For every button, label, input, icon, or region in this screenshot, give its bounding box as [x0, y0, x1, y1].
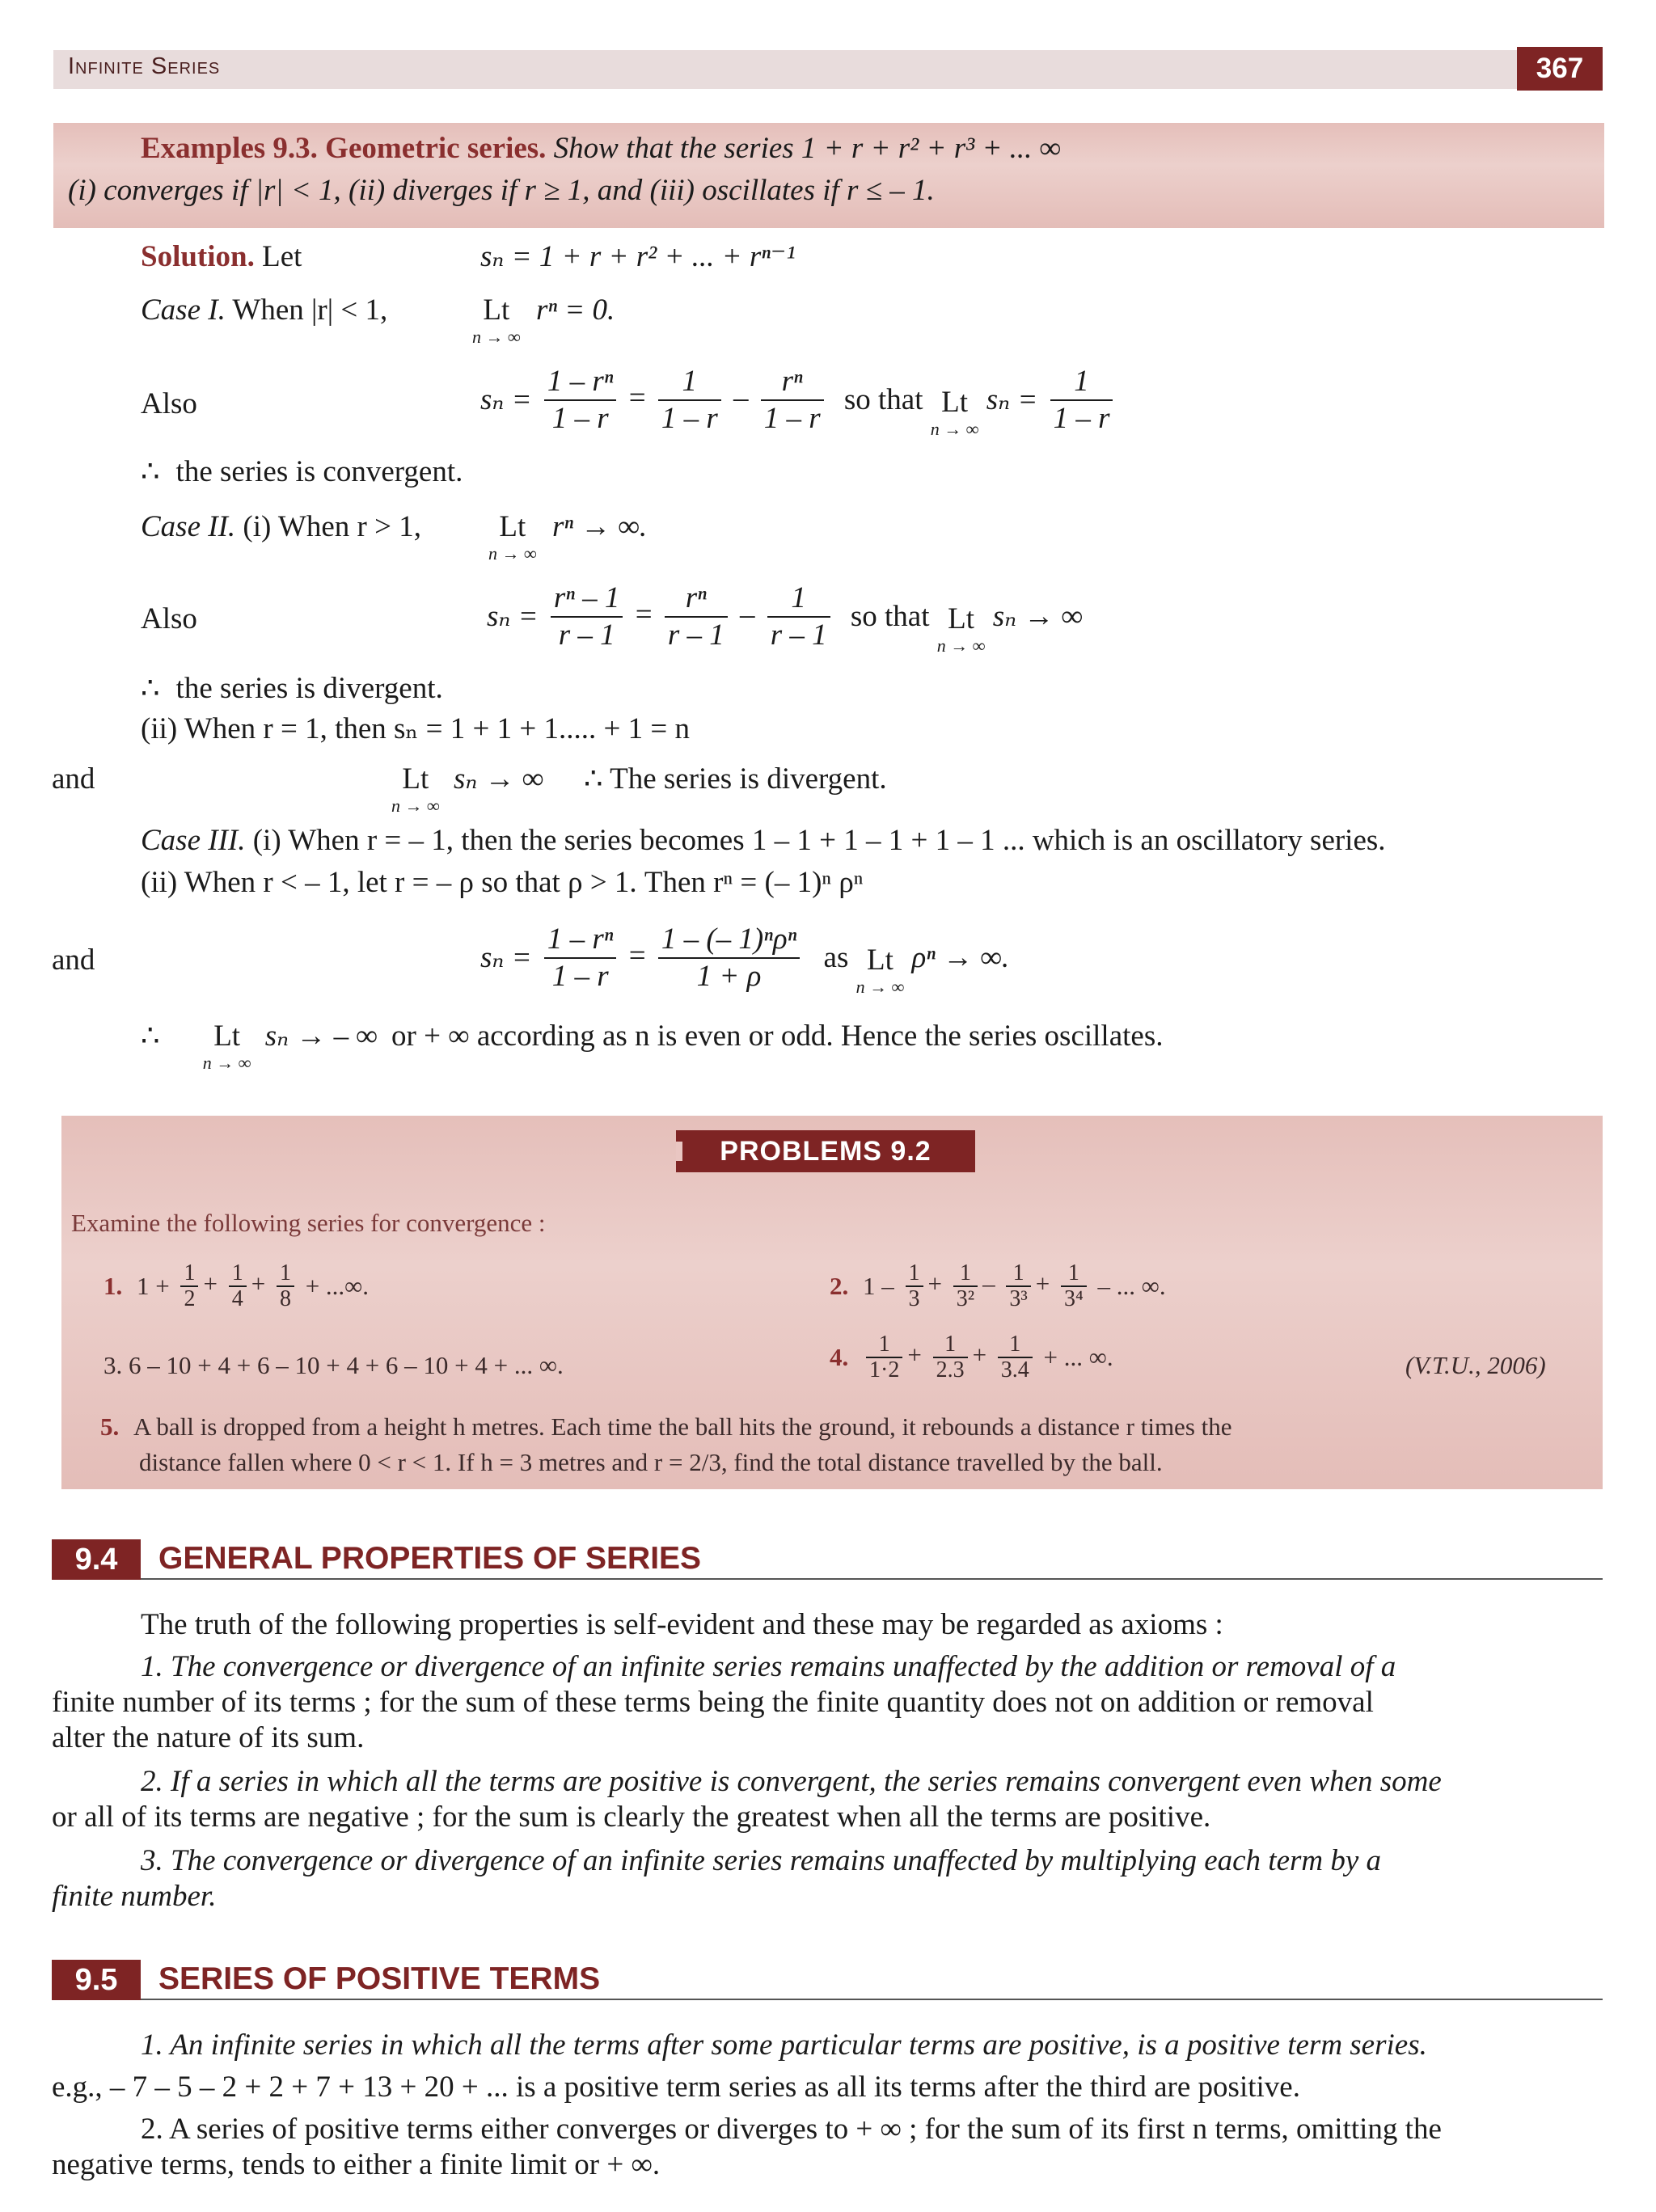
- fraction-part: 3.4: [1000, 1357, 1029, 1382]
- fraction-part: rⁿ: [665, 580, 728, 618]
- math-text: sₙ → ∞: [992, 600, 1083, 633]
- section-title: SERIES OF POSITIVE TERMS: [158, 1961, 601, 1996]
- limit-part: n → ∞: [488, 543, 537, 564]
- example-statement: Show that the series 1 + r + r² + r³ + ... ∞: [553, 132, 1062, 165]
- case2-limit: [488, 509, 647, 563]
- fraction-part: 1: [229, 1261, 247, 1287]
- fraction-part: 3³: [1009, 1286, 1028, 1311]
- case2-line: [141, 509, 421, 545]
- example-heading: Examples 9.3. Geometric series.: [141, 132, 547, 165]
- fraction-part: 3⁴: [1064, 1286, 1084, 1311]
- math-text: sₙ → ∞: [453, 762, 544, 796]
- case2-text: (i) When r > 1,: [243, 510, 421, 543]
- fraction-part: 1: [767, 580, 830, 618]
- math-text: so that: [843, 383, 923, 416]
- math-text: (i) When r = – 1, then the series becomes 1 – 1 + 1 – 1 + 1 – 1 ... which is an oscillatory series.: [252, 824, 1386, 857]
- and-label: and: [52, 762, 95, 796]
- fraction: [277, 1261, 294, 1311]
- fraction: [767, 580, 830, 653]
- fraction: [933, 1332, 968, 1382]
- math-text: 4.: [830, 1343, 849, 1371]
- property-2-line2: or all of its terms are negative ; for the sum is clearly the greatest when all the terms are positive.: [52, 1800, 1211, 1834]
- fraction-part: 1: [180, 1261, 198, 1287]
- section94-intro: The truth of the following properties is self-evident and these may be regarded as axioms :: [141, 1608, 1223, 1641]
- fraction-part: r – 1: [667, 618, 724, 652]
- limit-part: Lt: [499, 510, 526, 543]
- math-text: sₙ =: [480, 941, 532, 974]
- math-text: ∴: [141, 672, 160, 705]
- math-text: ∴: [141, 455, 160, 488]
- problem-4-source: (V.T.U., 2006): [1405, 1351, 1546, 1379]
- fraction-part: 3²: [956, 1286, 975, 1311]
- fraction-part: r – 1: [558, 618, 615, 652]
- final-conclusion: [141, 1019, 1163, 1072]
- limit-part: Lt: [867, 943, 893, 977]
- fraction-part: 3: [908, 1286, 920, 1311]
- section-title: GENERAL PROPERTIES OF SERIES: [158, 1541, 702, 1576]
- fraction-part: 1 – r: [661, 402, 718, 435]
- fraction: [544, 922, 617, 994]
- fraction-part: 1: [1006, 1261, 1030, 1287]
- fraction: [544, 364, 617, 437]
- problem-5: [100, 1412, 1232, 1442]
- fraction-part: rⁿ: [761, 364, 824, 401]
- limit-part: n → ∞: [472, 327, 521, 347]
- page-number: 367: [1517, 47, 1603, 91]
- section-number: 9.4: [52, 1539, 141, 1580]
- fraction-part: 1·2: [869, 1357, 900, 1382]
- running-header-bar: [53, 50, 1538, 89]
- math-text: – ... ∞.: [1097, 1272, 1166, 1300]
- solution-let: Let: [262, 240, 302, 273]
- limit-operator: [472, 293, 521, 346]
- limit-part: n → ∞: [391, 796, 440, 816]
- case1-conclusion: [141, 454, 463, 490]
- fraction: [866, 1332, 902, 1382]
- fraction-part: 1: [933, 1332, 968, 1358]
- math-text: sₙ → – ∞: [264, 1019, 378, 1053]
- fraction: [229, 1261, 247, 1311]
- limit-part: Lt: [948, 602, 975, 635]
- fraction: [658, 922, 800, 994]
- case1-line: [141, 293, 387, 328]
- math-text: + ... ∞.: [1043, 1343, 1113, 1371]
- limit-operator: [391, 762, 440, 815]
- math-text: sₙ =: [986, 383, 1038, 416]
- fraction-part: 4: [231, 1286, 243, 1311]
- math-text: 1.: [104, 1272, 123, 1300]
- math-text: as: [823, 941, 849, 974]
- example-statement-line1: [141, 131, 1061, 167]
- limit-part: Lt: [402, 762, 429, 796]
- math-text: 1 –: [863, 1272, 894, 1300]
- problem-3: 3. 6 – 10 + 4 + 6 – 10 + 4 + 6 – 10 + 4 + ... ∞.: [104, 1351, 564, 1379]
- fraction-part: rⁿ – 1: [551, 580, 623, 618]
- fraction-part: 1 – r: [763, 402, 821, 435]
- fraction: [953, 1261, 978, 1311]
- fraction: [665, 580, 728, 653]
- fraction-part: r – 1: [770, 618, 827, 652]
- limit-part: Lt: [483, 293, 510, 327]
- limit-operator: [488, 509, 537, 563]
- limit-part: n → ∞: [855, 977, 905, 997]
- fraction-part: 1: [1061, 1261, 1087, 1287]
- math-text: the series is divergent.: [175, 672, 443, 705]
- fraction: [658, 364, 721, 437]
- fraction-part: 1 – r: [1053, 402, 1110, 435]
- solution-label: Solution.: [141, 240, 255, 273]
- problem-1: 1. 1 + $\frac{1}{2}$ + $\frac{1}{4}$ + $\frac{1}{8}$ + ...∞.: [104, 1260, 370, 1311]
- math-text: sₙ =: [487, 600, 539, 633]
- fraction-part: 1: [658, 364, 721, 401]
- fraction: [1050, 364, 1113, 437]
- solution-intro: [141, 239, 302, 275]
- positive-terms-1-line1: 1. An infinite series in which all the terms after some particular terms are positive, is a positive term series.: [141, 2028, 1427, 2062]
- positive-terms-2-line1: 2. A series of positive terms either converges or diverges to + ∞ ; for the sum of its first n terms, omitting the: [141, 2113, 1442, 2146]
- limit-part: n → ∞: [936, 635, 986, 656]
- math-text: or + ∞ according as n is even or odd. Hence the series oscillates.: [391, 1019, 1164, 1053]
- case3-equation: sₙ = $\frac{\text{1 – rⁿ}}{1 - r}$ = $\frac{\text{1 – (– 1)ⁿρⁿ}}{1 + \rho}$ as Lt n → ∞ ρⁿ → ∞.: [480, 922, 1010, 997]
- case2-equation: sₙ = $\frac{\text{rⁿ – 1}}{r - 1}$ = $\frac{\text{rⁿ}}{r - 1}$ – $\frac{1}{r - 1}$ so that Lt n → ∞ sₙ → ∞: [487, 581, 1083, 656]
- property-3-line2: finite number.: [52, 1880, 217, 1913]
- math-text: ∴: [141, 1019, 160, 1053]
- fraction-part: 1 – rⁿ: [544, 364, 617, 401]
- fraction-part: 1: [953, 1261, 978, 1287]
- case2-also: Also: [141, 602, 197, 635]
- property-1-line3: alter the nature of its sum.: [52, 1721, 365, 1754]
- math-text: rⁿ = 0.: [535, 293, 615, 327]
- fraction: [761, 364, 824, 437]
- case2ii-conclusion: ∴ The series is divergent.: [584, 762, 887, 796]
- fraction-part: 1: [277, 1261, 294, 1287]
- case3-label: Case III.: [141, 824, 246, 857]
- fraction: [998, 1332, 1033, 1382]
- case1-also: Also: [141, 387, 197, 420]
- math-text: + ...∞.: [305, 1272, 370, 1300]
- fraction-part: 1: [906, 1261, 923, 1287]
- property-3-line1: 3. The convergence or divergence of an infinite series remains unaffected by multiplying each term by a: [141, 1844, 1382, 1877]
- running-title: Infinite Series: [68, 53, 221, 79]
- example-statement-line2: (i) converges if |r| < 1, (ii) diverges if r ≥ 1, and (iii) oscillates if r ≤ – 1.: [68, 174, 935, 207]
- problem-2: 2. 1 – $\frac{1}{3}$ + $\frac{1}{\text{3²}}$ – $\frac{1}{\text{3³}}$ + $\frac{1}{\text{3⁴}}$ – ... ∞.: [830, 1260, 1166, 1311]
- case1-limit: [472, 293, 615, 346]
- fraction-part: 1 – r: [551, 960, 609, 993]
- fraction-part: 1 – rⁿ: [544, 922, 617, 959]
- math-text: 2.: [830, 1272, 849, 1300]
- case1-label: Case I.: [141, 293, 226, 327]
- fraction-part: 1 – (– 1)ⁿρⁿ: [658, 922, 800, 959]
- sn-definition: sₙ = 1 + r + r² + ... + rⁿ⁻¹: [480, 240, 796, 273]
- case2-label: Case II.: [141, 510, 236, 543]
- limit-operator: [937, 602, 986, 655]
- math-text: 5.: [100, 1412, 120, 1441]
- and-label: and: [52, 943, 95, 977]
- math-text: 1 +: [137, 1272, 170, 1300]
- fraction-part: 8: [279, 1286, 291, 1311]
- problems-intro: Examine the following series for convergence :: [71, 1209, 546, 1237]
- fraction-part: 2: [184, 1286, 196, 1311]
- section-rule: [141, 1578, 1603, 1580]
- math-text: A ball is dropped from a height h metres. Each time the ball hits the ground, it rebounds a distance r times the: [133, 1412, 1232, 1441]
- section-number: 9.5: [52, 1960, 141, 2000]
- fraction-part: 1 – r: [551, 402, 609, 435]
- fraction: [180, 1261, 198, 1311]
- fraction-part: 1: [1050, 364, 1113, 401]
- math-text: ρⁿ → ∞.: [911, 941, 1010, 974]
- limit-operator: [203, 1019, 251, 1072]
- math-text: sₙ =: [480, 383, 532, 416]
- problems-badge: PROBLEMS 9.2: [676, 1130, 975, 1172]
- fraction: [1061, 1261, 1087, 1311]
- limit-operator: [856, 943, 905, 996]
- problem-4: 4. $\frac{1}{1\cdot 2}$ + $\frac{1}{2.3}$ + $\frac{1}{3.4}$ + ... ∞.: [830, 1332, 1113, 1382]
- fraction: [1006, 1261, 1030, 1311]
- fraction-part: 2.3: [936, 1357, 965, 1382]
- property-2-line1: 2. If a series in which all the terms are positive is convergent, the series remains convergent even when some: [141, 1765, 1442, 1798]
- math-text: rⁿ → ∞.: [551, 510, 648, 543]
- math-text: so that: [850, 600, 930, 633]
- case1-equation: sₙ = $\frac{\text{1 – rⁿ}}{1 - r}$ = $\frac{1}{1 - r}$ – $\frac{\text{rⁿ}}{1 - r}$ so that Lt n → ∞ sₙ = $\frac{1}{1 - r}$: [480, 362, 1117, 438]
- limit-part: n → ∞: [930, 419, 979, 439]
- math-text: the series is convergent.: [175, 455, 463, 488]
- positive-terms-2-line2: negative terms, tends to either a finite limit or + ∞.: [52, 2148, 661, 2181]
- property-1-line1: 1. The convergence or divergence of an infinite series remains unaffected by the addition or removal of a: [141, 1650, 1396, 1683]
- property-1-line2: finite number of its terms ; for the sum of these terms being the finite quantity does not on addition or removal: [52, 1686, 1374, 1719]
- fraction: [906, 1261, 923, 1311]
- fraction: [551, 580, 623, 653]
- case3-line2: (ii) When r < – 1, let r = – ρ so that ρ > 1. Then rⁿ = (– 1)ⁿ ρⁿ: [141, 866, 864, 899]
- limit-part: Lt: [941, 386, 969, 419]
- problem-5-line2: distance fallen where 0 < r < 1. If h = 3 metres and r = 2/3, find the total distance travelled by the ball.: [139, 1448, 1163, 1476]
- case1-text: When |r| < 1,: [232, 293, 388, 327]
- case2-ii: (ii) When r = 1, then sₙ = 1 + 1 + 1..... + 1 = n: [141, 712, 691, 745]
- fraction-part: 1 + ρ: [696, 960, 762, 993]
- fraction-part: 1: [866, 1332, 902, 1358]
- limit-part: Lt: [213, 1019, 241, 1053]
- case2-conclusion: [141, 671, 443, 707]
- section-rule: [141, 1999, 1603, 2000]
- limit-operator: [931, 385, 979, 438]
- case2ii-limit: [391, 762, 543, 815]
- fraction-part: 1: [998, 1332, 1033, 1358]
- positive-terms-1-line2: e.g., – 7 – 5 – 2 + 2 + 7 + 13 + 20 + ... is a positive term series as all its terms after the third are positive.: [52, 2071, 1300, 2104]
- case3-line1: [141, 823, 1386, 859]
- limit-part: n → ∞: [202, 1053, 251, 1073]
